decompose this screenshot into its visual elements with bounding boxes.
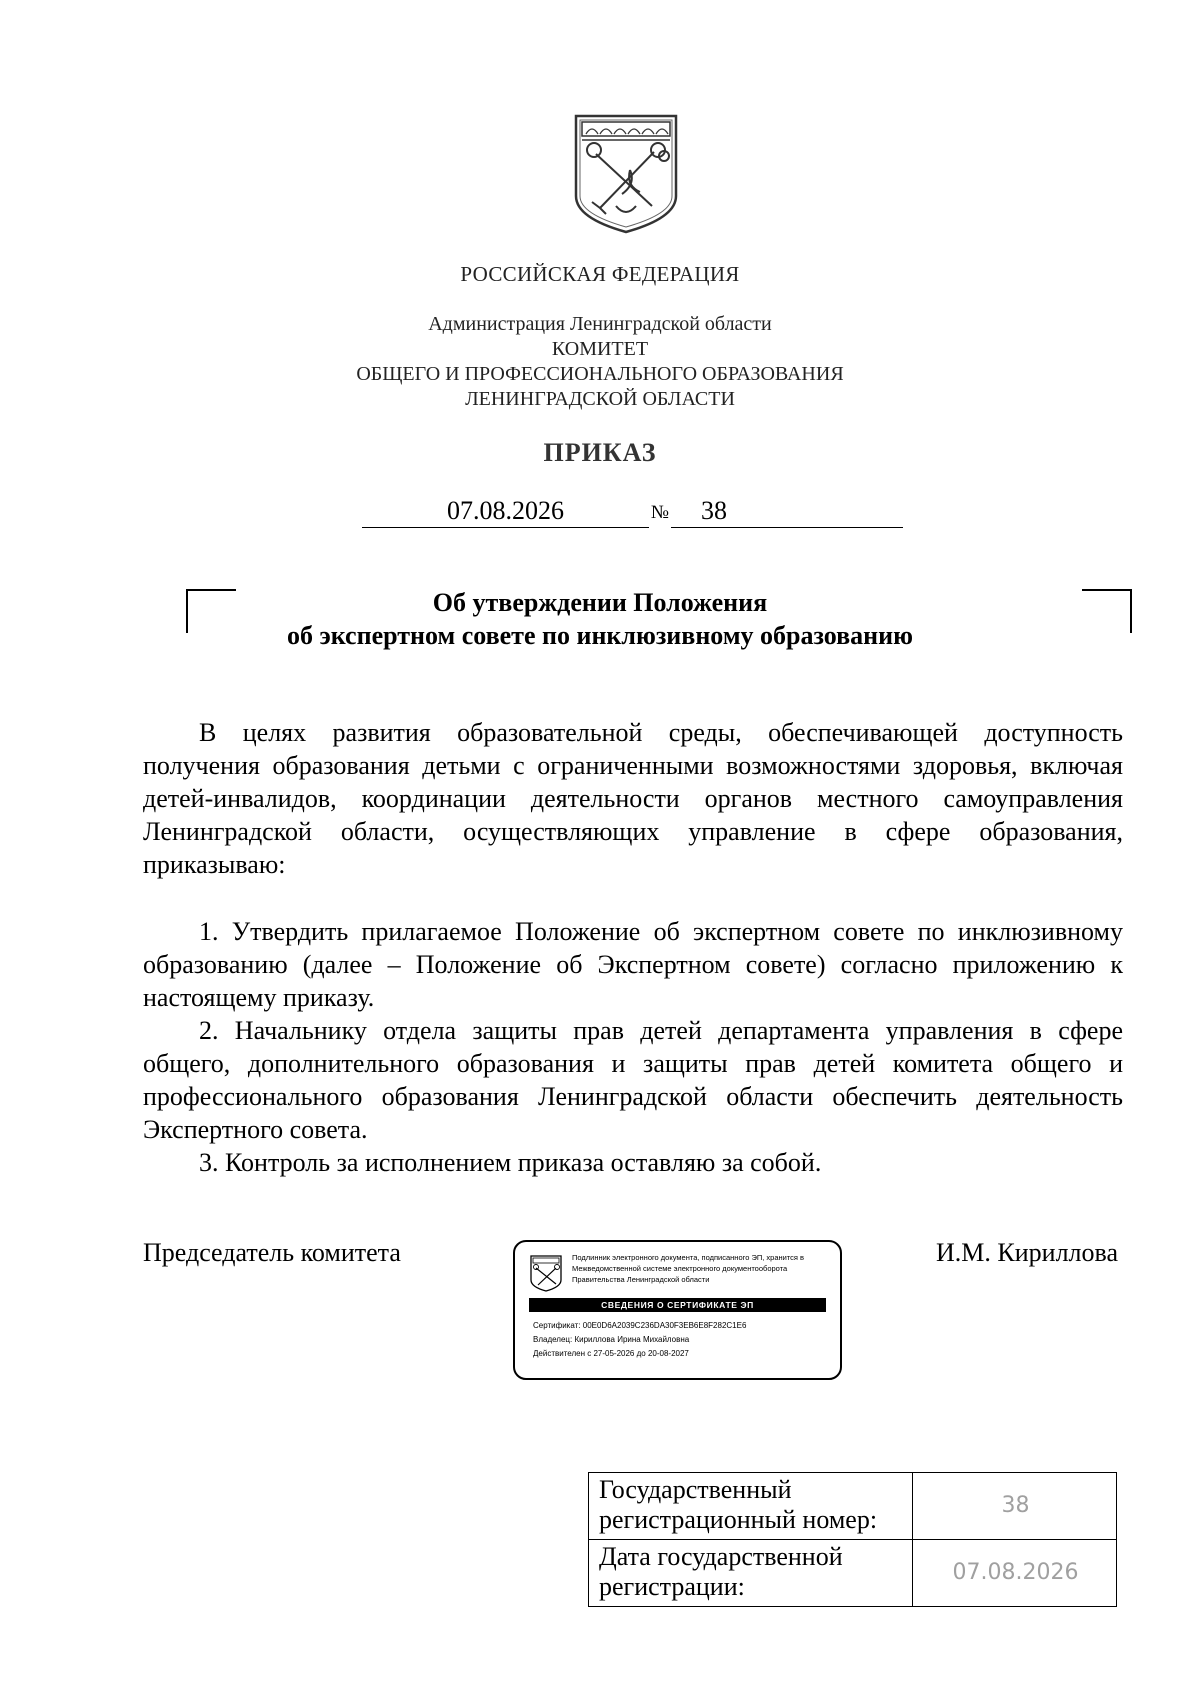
subject-line-2: об экспертном совете по инклюзивному образованию <box>286 621 914 650</box>
reg-date-value: 07.08.2026 <box>913 1540 1117 1607</box>
coat-of-arms-small-icon <box>529 1254 563 1292</box>
document-type: ПРИКАЗ <box>543 438 657 467</box>
number-sign: № <box>650 502 670 523</box>
coat-of-arms-icon <box>570 110 682 236</box>
order-items <box>143 915 1123 1179</box>
reg-number-value: 38 <box>913 1473 1117 1540</box>
order-item-2: 2. Начальнику отдела защиты прав детей департамента управления в сфере общего, дополнительного образования и защиты прав детей комитета общего и профессионального образования Ленинградской области обеспечить деятельность Экспертного совета. <box>143 1016 1123 1144</box>
country-name: РОССИЙСКАЯ ФЕДЕРАЦИЯ <box>460 262 740 286</box>
preamble <box>143 716 1123 881</box>
stamp-certificate-header: СВЕДЕНИЯ О СЕРТИФИКАТЕ ЭП <box>529 1298 826 1312</box>
signatory-name: И.М. Кириллова <box>936 1238 1118 1267</box>
e-signature-stamp <box>513 1240 842 1380</box>
committee-line-2: ОБЩЕГО И ПРОФЕССИОНАЛЬНОГО ОБРАЗОВАНИЯ <box>356 363 844 385</box>
order-date: 07.08.2026 <box>362 495 649 528</box>
preamble-text: В целях развития образовательной среды, обеспечивающей доступность получения образования детьми с ограниченными возможностями здоровья, включая детей-инвалидов, координации деятельности органов местного самоуправления Ленинградской области, осуществляющих управление в сфере образования, приказываю: <box>143 718 1123 879</box>
administration-name: Администрация Ленинградской области <box>428 313 772 335</box>
reg-date-label: Дата государственной регистрации: <box>589 1540 913 1607</box>
reg-number-label: Государственный регистрационный номер: <box>589 1473 913 1540</box>
order-subject <box>0 586 1200 652</box>
stamp-owner: Владелец: Кириллова Ирина Михайловна <box>533 1335 690 1344</box>
registration-table <box>588 1472 1117 1607</box>
stamp-notice: Подлинник электронного документа, подписанного ЭП, хранится в Межведомственной системе электронного документооборота Правительства Ленинградской области <box>572 1253 805 1284</box>
table-row <box>589 1540 1117 1607</box>
org-block <box>0 312 1200 412</box>
committee-line-1: КОМИТЕТ <box>551 338 649 360</box>
order-number: 38 <box>671 495 903 528</box>
subject-line-1: Об утверждении Положения <box>432 588 768 617</box>
stamp-certificate: Сертификат: 00E0D6A2039C236DA30F3EB6E8F282C1E6 <box>533 1321 747 1330</box>
order-item-1: 1. Утвердить прилагаемое Положение об экспертном совете по инклюзивному образованию (далее – Положение об Экспертном совете) согласно приложению к настоящему приказу. <box>143 917 1123 1012</box>
stamp-validity: Действителен с 27-05-2026 до 20-08-2027 <box>533 1349 689 1358</box>
order-item-3: 3. Контроль за исполнением приказа оставляю за собой. <box>199 1148 822 1177</box>
table-row <box>589 1473 1117 1540</box>
signatory-position: Председатель комитета <box>143 1238 401 1267</box>
committee-line-3: ЛЕНИНГРАДСКОЙ ОБЛАСТИ <box>465 388 735 410</box>
